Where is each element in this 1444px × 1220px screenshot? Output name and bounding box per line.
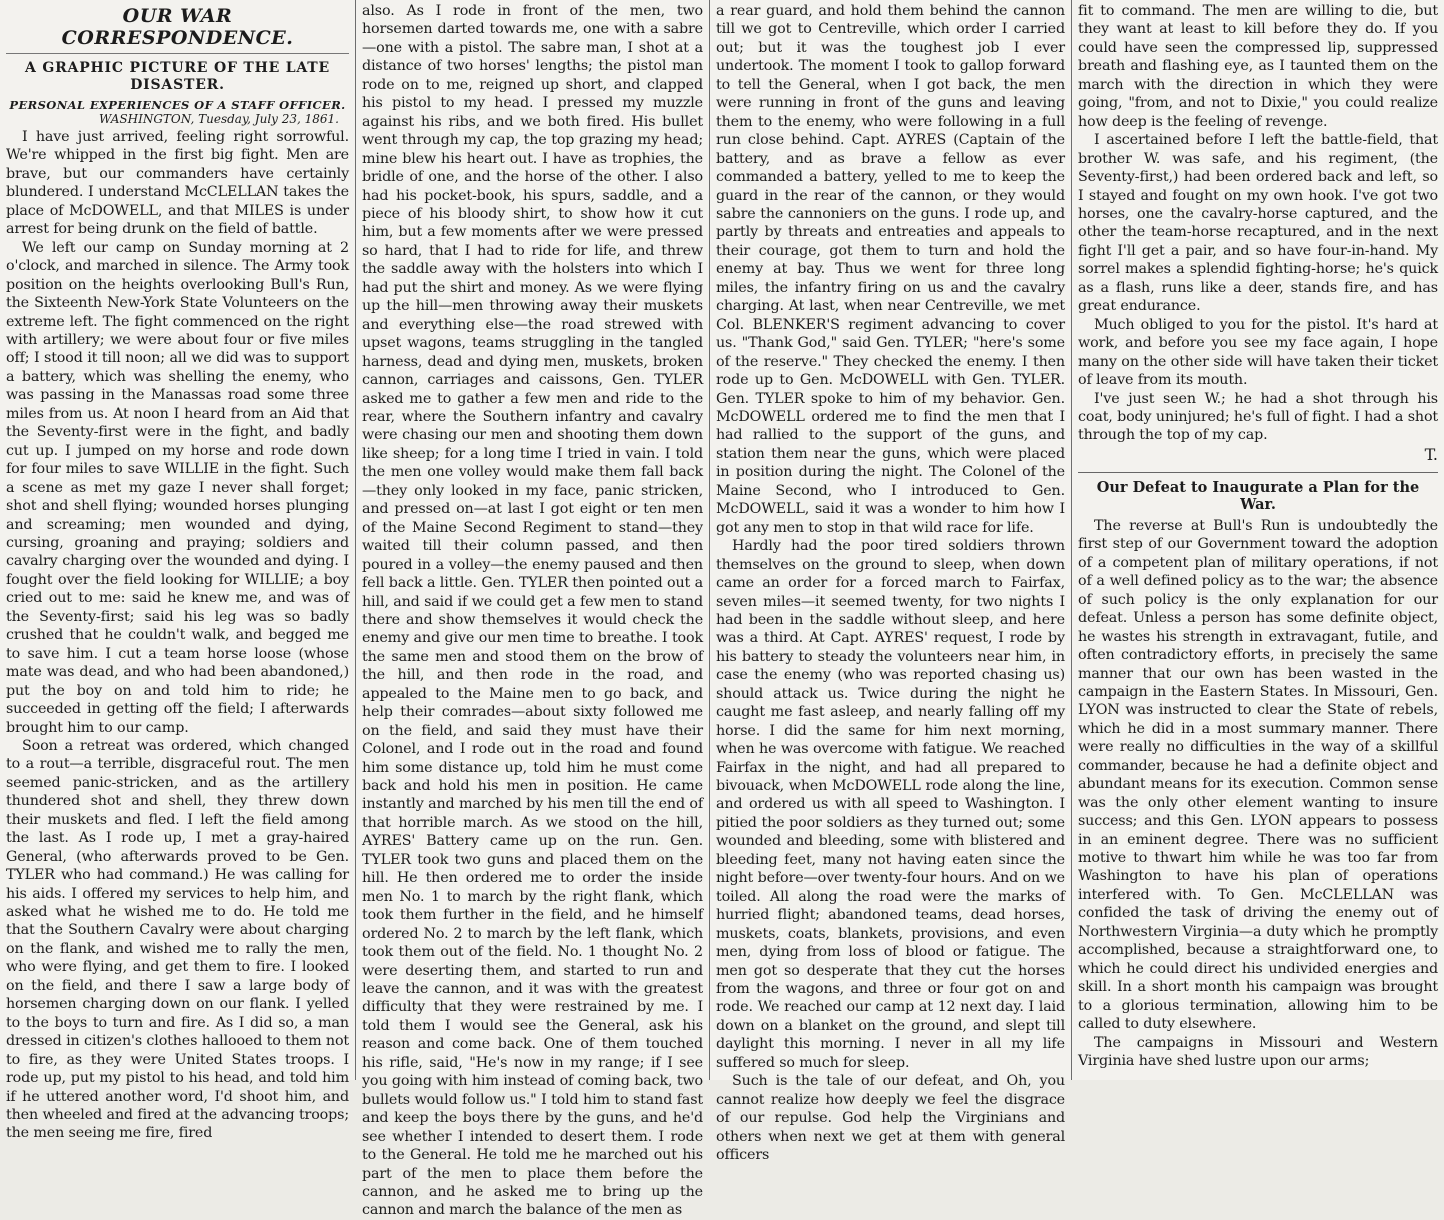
paragraph: I've just seen W.; he had a shot through his coat, body uninjured; he's full of fight. I had a shot through the top of my cap. xyxy=(1078,390,1438,444)
paragraph: Such is the tale of our defeat, and Oh, you cannot realize how deeply we feel the disgrace of our repulse. God help the Virginians and others when next we get at them with general officers xyxy=(716,1073,1065,1164)
paragraph: Soon a retreat was ordered, which changed to a rout—a terrible, disgraceful rout. The men seemed panic-stricken, and as the artillery thundered shot and shell, they threw down their muskets and fled. I left the field among the last. As I rode up, I met a gray-haired General, (who afterwards proved to be Gen. TYLER who had command.) He was calling for his aids. I offered my services to help him, and asked what he wished me to do. He told me that the Southern Cavalry were about charging on the flank, and wished me to rally the men, who were flying, and get them to fire. I looked on the field, and there I saw a large body of horsemen charging down on our flank. I yelled to the boys to turn and fire. As I did so, a man dressed in citizen's clothes hallooed to them not to fire, as they were United States troops. I rode up, put my pistol to his head, and told him if he uttered another word, I'd shoot him, and then wheeled and fired at the advancing troops; the men seeing me fire, fired xyxy=(6,737,349,1142)
column-1 xyxy=(0,0,356,1142)
paragraph: Hardly had the poor tired soldiers thrown themselves on the ground to sleep, when down came an order for a forced march to Fairfax, seven miles—it seemed twenty, for two nights I had been in the saddle without sleep, and here was a third. At Capt. AYRES' request, I rode by his battery to steady the volunteers near him, in case the enemy (who was reported chasing us) should attack us. Twice during the night he caught me fast asleep, and nearly falling off my horse. I did the same for him next morning, when he was overcome with fatigue. We reached Fairfax in the night, and had all prepared to bivouack, when McDOWELL rode along the line, and ordered us with all speed to Washington. I pitied the poor soldiers as they turned out; some wounded and bleeding, some with blistered and bleeding feet, many not having eaten since the night before—over twenty-four hours. And on we toiled. All along the road were the marks of hurried flight; abandoned teams, dead horses, muskets, coats, blankets, provisions, and even men, dying from loss of blood or fatigue. The men got so desperate that they cut the horses from the wagons, and three or four got on and rode. We reached our camp at 12 next day. I laid down on a blanket on the ground, and slept till daylight this morning. I never in all my life suffered so much for sleep. xyxy=(716,538,1065,1071)
signature: T. xyxy=(1424,444,1438,464)
article-dateline: WASHINGTON, Tuesday, July 23, 1861. xyxy=(99,112,339,126)
column-4 xyxy=(1072,0,1444,1080)
column-2 xyxy=(356,0,710,1219)
paragraph: We left our camp on Sunday morning at 2 o'clock, and marched in silence. The Army took position on the heights overlooking Bull's Run, the Sixteenth New-York State Volunteers on the extreme left. The fight commenced on the right with artillery; we were about four or five miles off; I stood it till noon; all we did was to support a battery, which was shelling the enemy, who was passing in the Manassas road some three miles from us. At noon I heard from an Aid that the Seventy-first were in the fight, and badly cut up. I jumped on my horse and rode down for four miles to save WILLIE in the fight. Such a scene as met my gaze I never shall forget; shot and shell flying; wounded horses plunging and screaming; men wounded and dying, cursing, groaning and praying; soldiers and cavalry charging over the wounded and dying. I fought over the field looking for WILLIE; a boy cried out to me: said he knew me, and was of the Seventy-first; said his leg was so badly crushed that he couldn't walk, and begged me to save him. I cut a team horse loose (whose mate was dead, and who had been abandoned,) put the boy on and told him to ride; he succeeded in getting off the field; I afterwards brought him to our camp. xyxy=(6,239,349,736)
masthead: OUR WAR CORRESPONDENCE. xyxy=(6,5,349,54)
paragraph: I ascertained before I left the battle-field, that brother W. was safe, and his regiment, (the Seventy-first,) had been ordered back and left, so I stayed and fought on my own hook. I've got two horses, one the cavalry-horse captured, and the other the team-horse recaptured, and in the next fight I'll get a pair, and so have four-in-hand. My sorrel makes a splendid fighting-horse; he's quick as a flash, runs like a deer, stands fire, and has great endurance. xyxy=(1078,132,1438,315)
paragraph: I have just arrived, feeling right sorrowful. We're whipped in the first big fight. Men are brave, but our commanders have certainly blundered. I understand McCLELLAN takes the place of McDOWELL, and that MILES is under arrest for being drunk on the field of battle. xyxy=(6,129,349,238)
article-headline: A GRAPHIC PICTURE OF THE LATE DISASTER. xyxy=(25,60,330,93)
column-3 xyxy=(710,0,1072,1164)
paragraph: fit to command. The men are willing to die, but they want at least to kill before they do. If you could have seen the compressed lip, suppressed breath and flashing eye, as I taunted them on the march with the direction in which they were going, "from, and not to Dixie," you could realize how deep is the feeling of revenge. xyxy=(1078,3,1438,130)
paragraph: Much obliged to you for the pistol. It's hard at work, and before you see my face again, I hope many on the other side will have taken their ticket of leave from its mouth. xyxy=(1078,316,1438,389)
article-byline: PERSONAL EXPERIENCES OF A STAFF OFFICER. xyxy=(9,98,346,112)
paragraph: The campaigns in Missouri and Western Virginia have shed lustre upon our arms; xyxy=(1078,1034,1438,1070)
paragraph: also. As I rode in front of the men, two horsemen darted towards me, one with a sabre—one with a pistol. The sabre man, I shot at a distance of two horses' lengths; the pistol man rode on to me, reigned up short, and clapped his pistol to my head. I pressed my muzzle against his ribs, and we both fired. His bullet went through my cap, the top grazing my head; mine blew his heart out. I have as trophies, the bridle of one, and the horse of the other. I also had his pocket-book, his spurs, saddle, and a piece of his bloody shirt, to show how it cut him, but a few moments after we were pressed so hard, that I had to ride for life, and threw the saddle away with the holsters into which I had put the shirt and money. As we were flying up the hill—men throwing away their muskets and everything else—the road strewed with upset wagons, teams struggling in the tangled harness, dead and dying men, muskets, broken cannon, carriages and caissons, Gen. TYLER asked me to gather a few men and ride to the rear, where the Southern infantry and cavalry were chasing our men and shooting them down like sheep; for a long time I tried in vain. I told the men one volley would make them fall back—they only looked in my face, panic stricken, and pressed on—at last I got eight or ten men of the Maine Second Regiment to stand—they waited till their column passed, and then poured in a volley—the enemy paused and then fell back a little. Gen. TYLER then pointed out a hill, and said if we could get a few men to stand there and show themselves it would check the enemy and give our men time to breathe. I took the same men and stood them on the brow of the hill, and then rode in the road, and appealed to the Maine men to go back, and help their comrades—about sixty followed me on the field, and said they must have their Colonel, and I rode out in the road and found him some distance up, told him he must come back and hold his men in position. He came instantly and marched by his men till the end of that horrible march. As we stood on the hill, AYRES' Battery came up on the run. Gen. TYLER took two guns and placed them on the hill. He then ordered me to order the inside men No. 1 to march by the right flank, which took them further in the field, and he himself ordered No. 2 to march by the left flank, which took them out of the field. No. 1 thought No. 2 were deserting them, and started to run and leave the cannon, and it was with the greatest difficulty that they were restrained by me. I told them I would see the General, ask his reason and come back. One of them touched his rifle, said, "He's now in my range; if I see you going with him instead of coming back, two bullets would follow us." I told him to stand fast and keep the boys there by the guns, and he'd see whether I intended to desert them. I rode to the General. He told me he marched out his part of the men to place them before the cannon, and he asked me to bring up the cannon and march the balance of the men as xyxy=(362,3,703,1219)
article2-headline: Our Defeat to Inaugurate a Plan for the War. xyxy=(1078,472,1438,513)
paragraph: a rear guard, and hold them behind the cannon till we got to Centreville, which order I carried out; but it was the toughest job I ever undertook. The moment I took to gallop forward to tell the General, when I got back, the men were running in front of the guns and leaving them to the enemy, who were following in a full run close behind. Capt. AYRES (Captain of the battery, and as brave a fellow as ever commanded a battery, yelled to me to keep the guard in the rear of the cannon, or they would sabre the cannoniers on the guns. I rode up, and partly by threats and entreaties and appeals to their courage, got them to turn and hold the enemy at bay. Thus we went for three long miles, the infantry firing on us and the cavalry charging. At last, when near Centreville, we met Col. BLENKER'S regiment advancing to cover us. "Thank God," said Gen. TYLER; "here's some of the reserve." They checked the enemy. I then rode up to Gen. McDOWELL with Gen. TYLER. Gen. TYLER spoke to him of my behavior. Gen. McDOWELL ordered me to find the men that I had rallied to the support of the guns, and station them near the guns, which were placed in position during the night. The Colonel of the Maine Second, who I introduced to Gen. McDOWELL, said it was a wonder to him how I got any men to stop in that wild race for life. xyxy=(716,3,1065,536)
paragraph: The reverse at Bull's Run is undoubtedly the first step of our Government toward the adoption of a competent plan of military operations, if not of a well defined policy as to the war; the absence of such policy is the only explanation for our defeat. Unless a person has some definite object, he wastes his strength in extravagant, futile, and often contradictory efforts, in precisely the same manner that our own has been wasted in the campaign in the Eastern States. In Missouri, Gen. LYON was instructed to clear the State of rebels, which he did in a most summary manner. There were really no difficulties in the way of a skillful commander, because he had a definite object and abundant means for its execution. Common sense was the only other element wanting to insure success; and this Gen. LYON appears to possess in an eminent degree. There was no sufficient motive to thwart him while he was too far from Washington to have his plan of operations interfered with. To Gen. McCLELLAN was confided the task of driving the enemy out of Northwestern Virginia—a duty which he promptly accomplished, because a straightforward one, to which he could direct his undivided energies and skill. In a short month his campaign was brought to a glorious termination, allowing him to be called to duty elsewhere. xyxy=(1078,517,1438,1033)
